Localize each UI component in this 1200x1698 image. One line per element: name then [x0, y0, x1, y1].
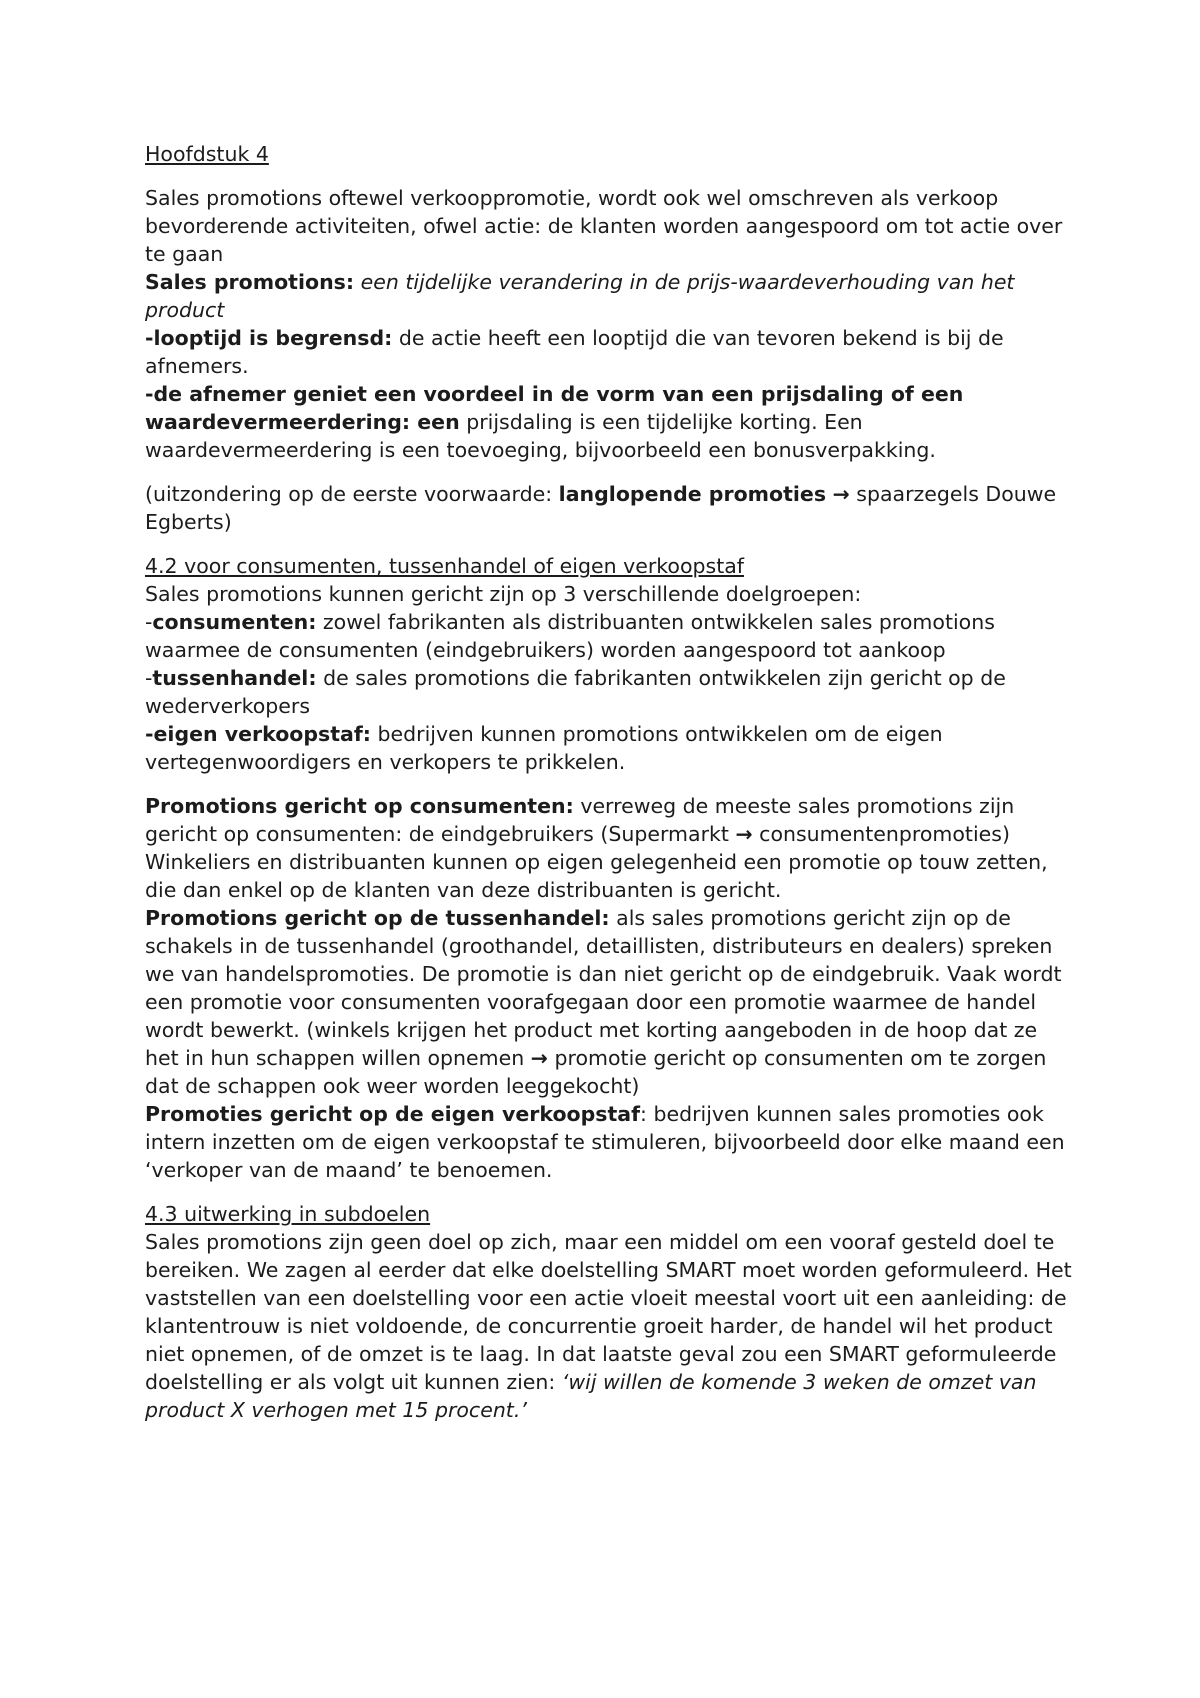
intro-paragraph: Sales promotions oftewel verkooppromotie, wordt ook wel omschreven als verkoop bevorderende activiteiten, ofwel actie: de klanten worden aangespoord om tot actie over te gaan — [145, 186, 1063, 266]
tussenhandel-term: tussenhandel: — [152, 666, 317, 690]
looptijd-paragraph — [145, 324, 1075, 380]
section-4-3-quote: ‘wij willen de komende 3 weken de omzet van product X verhogen met 15 procent.’ — [145, 1370, 1037, 1422]
exception-text: spaarzegels Douwe Egberts) — [145, 482, 1057, 534]
document-body — [145, 140, 1075, 1424]
promoties-verkoopstaf-term: Promoties gericht op de eigen verkoopstaf — [145, 1102, 641, 1126]
verkoopstaf-term: -eigen verkoopstaf: — [145, 722, 372, 746]
promotions-consumenten-text: verreweg de meeste sales promotions zijn gericht op consumenten: de eindgebruikers (Supermarkt — [145, 794, 1015, 846]
voordeel-term: -de afnemer geniet een voordeel in de vorm van een prijsdaling of een waardevermeerdering: een — [145, 382, 964, 434]
exception-term: langlopende promoties — [558, 482, 827, 506]
promotions-tussenhandel-paragraph — [145, 904, 1075, 1100]
voordeel-text: prijsdaling is een tijdelijke korting. Een waardevermeerdering is een toevoeging, bijvoorbeeld een bonusverpakking. — [145, 410, 936, 462]
section-4-3-text: Sales promotions zijn geen doel op zich, maar een middel om een vooraf gesteld doel te bereiken. We zagen al eerder dat elke doelstelling SMART moet worden geformuleerd. Het vaststellen van een doelstelling voor een actie vloeit meestal voort uit een aanleiding: de klantentrouw is niet voldoende, de concurrentie groeit harder, de handel wil het product niet opnemen, of de omzet is te laag. In dat laatste geval zou een SMART geformuleerde doelstelling er als volgt uit kunnen zien: — [145, 1230, 1072, 1394]
section-4-3-heading: 4.3 uitwerking in subdoelen — [145, 1202, 431, 1226]
promotions-consumenten-text-2: consumentenpromoties) Winkeliers en distribuanten kunnen op eigen gelegenheid een promotie op touw zetten, die dan enkel op de klanten van deze distribuanten is gericht. — [145, 822, 1048, 902]
chapter-title: Hoofdstuk 4 — [145, 142, 269, 166]
section-4-2-heading: 4.2 voor consumenten, tussenhandel of eigen verkoopstaf — [145, 554, 745, 578]
promotions-tussenhandel-text-2: promotie gericht op consumenten om te zorgen dat de schappen ook weer worden leeggekocht) — [145, 1046, 1047, 1098]
looptijd-term: -looptijd is begrensd: — [145, 326, 393, 350]
consumenten-dash: - — [145, 610, 153, 634]
exception-paragraph — [145, 480, 1075, 536]
promotions-tussenhandel-term: Promotions gericht op de tussenhandel: — [145, 906, 610, 930]
promotions-tussenhandel-text: als sales promotions gericht zijn op de schakels in de tussenhandel (groothandel, detaillisten, distributeurs en dealers) spreken we van handelspromoties. De promotie is dan niet gericht op de eindgebruik. Vaak wordt een promotie voor consumenten voorafgegaan door een promotie waarmee de handel wordt bewerkt. (winkels krijgen het product met korting aangeboden in de hoop dat ze het in hun schappen willen opnemen — [145, 906, 1062, 1070]
arrow-right-icon: → — [832, 482, 850, 506]
definition-text: een tijdelijke verandering in de prijs-waardeverhouding van het product — [145, 270, 1015, 322]
verkoopstaf-text: bedrijven kunnen promotions ontwikkelen om de eigen vertegenwoordigers en verkopers te prikkelen. — [145, 722, 943, 774]
arrow-right-icon: → — [530, 1046, 548, 1070]
voordeel-paragraph — [145, 380, 1075, 464]
tussenhandel-paragraph — [145, 664, 1075, 720]
definition-term: Sales promotions: — [145, 270, 355, 294]
promotions-consumenten-paragraph — [145, 792, 1075, 904]
arrow-right-icon: → — [735, 822, 753, 846]
tussenhandel-dash: - — [145, 666, 153, 690]
definition-paragraph — [145, 268, 1075, 324]
promoties-verkoopstaf-paragraph — [145, 1100, 1075, 1184]
looptijd-text: de actie heeft een looptijd die van tevoren bekend is bij de afnemers. — [145, 326, 1004, 378]
exception-intro: (uitzondering op de eerste voorwaarde: — [145, 482, 553, 506]
promotions-consumenten-term: Promotions gericht op consumenten: — [145, 794, 574, 818]
consumenten-term: consumenten: — [152, 610, 317, 634]
section-4-2-intro: Sales promotions kunnen gericht zijn op 3 verschillende doelgroepen: — [145, 582, 862, 606]
verkoopstaf-paragraph — [145, 720, 1075, 776]
consumenten-text: zowel fabrikanten als distribuanten ontwikkelen sales promotions waarmee de consumenten (eindgebruikers) worden aangespoord tot aankoop — [145, 610, 995, 662]
promoties-verkoopstaf-text: : bedrijven kunnen sales promoties ook intern inzetten om de eigen verkoopstaf te stimuleren, bijvoorbeeld door elke maand een ‘verkoper van de maand’ te benoemen. — [145, 1102, 1065, 1182]
consumenten-paragraph — [145, 608, 1075, 664]
tussenhandel-text: de sales promotions die fabrikanten ontwikkelen zijn gericht op de wederverkopers — [145, 666, 1006, 718]
section-4-3-paragraph — [145, 1228, 1075, 1424]
